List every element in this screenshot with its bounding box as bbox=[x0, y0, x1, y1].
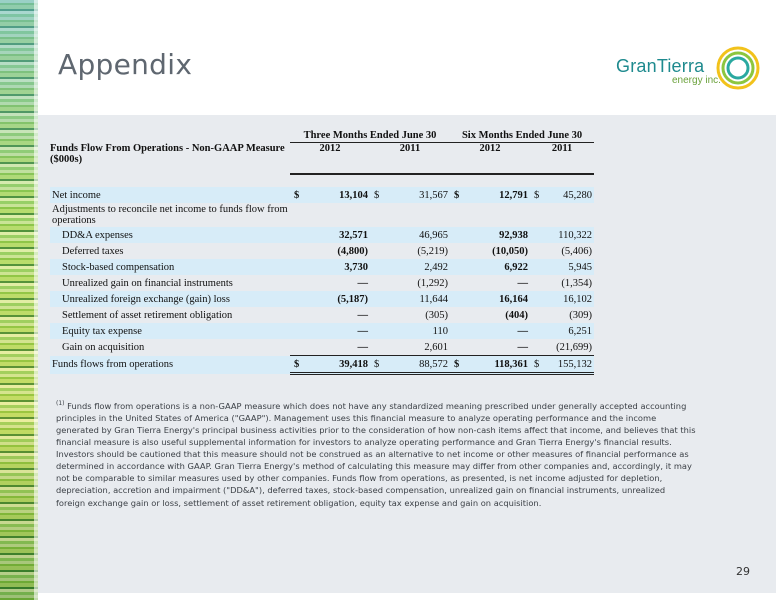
concentric-ring-logo-icon bbox=[714, 44, 762, 92]
cell: (1,354) bbox=[561, 277, 593, 289]
cell: $ bbox=[530, 187, 544, 203]
table-row bbox=[50, 259, 594, 275]
table-spacer-row bbox=[50, 174, 594, 187]
table-period-header-row bbox=[50, 128, 594, 143]
slide-title: Appendix bbox=[58, 48, 193, 81]
funds-flow-table bbox=[50, 128, 594, 375]
cell: $ bbox=[290, 187, 304, 203]
period-header-six-months: Six Months Ended June 30 bbox=[450, 128, 594, 143]
year-header: 2012 bbox=[290, 143, 370, 175]
cell: $ bbox=[370, 356, 384, 374]
cell: — bbox=[357, 277, 368, 289]
table-row bbox=[50, 291, 594, 307]
logo-brand-text: GranTierra bbox=[616, 56, 705, 76]
footnote-text: Funds flow from operations is a non-GAAP measure which does not have any standardized meaning prescribed under generally accepted accounting principles in the United States of America ("GAAP"). Management uses this financial measure to analyze operating performance and the income generated by Gran Tierra Energy's principal business activities prior to the consideration of how non-cash items affect that income, and believes that this financial measure is also useful supplemental information for investors to analyze operating performance and Gran Tierra Energy's financial results. Investors should be cautioned that this measure should not be construed as an alternative to net income or other measures of financial performance as determined in accordance with GAAP. Gran Tierra Energy's method of calculating this measure may differ from other companies and, accordingly, it may not be comparable to similar measures used by other companies. Funds flow from operations, as presented, is net income adjusted for depletion, depreciation, accretion and impairment ("DD&A"), deferred taxes, stock-based compensation, unrealized gain on financial instruments, unrealized foreign exchange gain or loss, settlement of asset retirement obligation, equity tax expense and gain on acquisition. bbox=[56, 400, 696, 508]
cell: (309) bbox=[569, 309, 593, 321]
company-logo bbox=[612, 44, 762, 92]
row-label: Stock-based compensation bbox=[50, 259, 290, 275]
row-label: Equity tax expense bbox=[50, 323, 290, 339]
side-band-tint bbox=[0, 0, 38, 600]
cell: 32,571 bbox=[304, 227, 370, 243]
cell: 39,418 bbox=[304, 356, 370, 374]
cell: 6,251 bbox=[544, 323, 594, 339]
cell: (5,219) bbox=[417, 245, 449, 257]
cell: — bbox=[517, 341, 529, 353]
decorative-side-band bbox=[0, 0, 38, 600]
cell: $ bbox=[530, 356, 544, 374]
cell: $ bbox=[290, 356, 304, 374]
cell: 31,567 bbox=[384, 187, 450, 203]
cell: 110,322 bbox=[544, 227, 594, 243]
cell: 12,791 bbox=[464, 187, 530, 203]
row-label: Settlement of asset retirement obligation bbox=[62, 309, 233, 321]
table-row bbox=[50, 203, 594, 227]
cell: (305) bbox=[425, 309, 449, 321]
row-label: Gain on acquisition bbox=[62, 341, 145, 353]
cell: 110 bbox=[384, 323, 450, 339]
table-row bbox=[50, 243, 594, 259]
cell: (21,699) bbox=[556, 341, 593, 353]
cell: 45,280 bbox=[544, 187, 594, 203]
cell: (404) bbox=[505, 309, 529, 321]
cell: (5,187) bbox=[304, 291, 370, 307]
row-label: Net income bbox=[50, 187, 290, 203]
cell: 16,164 bbox=[464, 291, 530, 307]
cell: 155,132 bbox=[544, 356, 594, 374]
cell: (1,292) bbox=[417, 277, 449, 289]
year-header: 2011 bbox=[530, 143, 594, 175]
cell: 92,938 bbox=[464, 227, 530, 243]
row-label: Funds flows from operations bbox=[50, 356, 290, 374]
cell: 88,572 bbox=[384, 356, 450, 374]
row-label: Adjustments to reconcile net income to funds flow from operations bbox=[52, 204, 288, 226]
cell: 46,965 bbox=[384, 227, 450, 243]
cell: 2,601 bbox=[424, 341, 449, 353]
table-row bbox=[50, 275, 594, 291]
cell: — bbox=[304, 323, 370, 339]
table-row bbox=[50, 339, 594, 356]
period-header-three-months: Three Months Ended June 30 bbox=[290, 128, 450, 143]
cell: 16,102 bbox=[544, 291, 594, 307]
cell: — bbox=[464, 323, 530, 339]
cell: $ bbox=[450, 356, 464, 374]
cell: (10,050) bbox=[492, 245, 529, 257]
cell: (5,406) bbox=[561, 245, 593, 257]
cell: — bbox=[517, 277, 529, 289]
cell: 5,945 bbox=[544, 259, 594, 275]
cell: 13,104 bbox=[304, 187, 370, 203]
table-row bbox=[50, 187, 594, 203]
cell: (4,800) bbox=[337, 245, 368, 257]
row-label: Unrealized gain on financial instruments bbox=[62, 277, 233, 289]
cell: $ bbox=[450, 187, 464, 203]
table-row bbox=[50, 307, 594, 323]
year-header: 2011 bbox=[370, 143, 450, 175]
cell: — bbox=[357, 341, 368, 353]
cell: — bbox=[357, 309, 368, 321]
row-label: Deferred taxes bbox=[62, 245, 124, 257]
year-header: 2012 bbox=[450, 143, 530, 175]
table-row bbox=[50, 227, 594, 243]
table-year-header-row bbox=[50, 143, 594, 175]
footnote bbox=[56, 398, 696, 509]
cell: $ bbox=[370, 187, 384, 203]
table-row-total bbox=[50, 356, 594, 374]
cell: 118,361 bbox=[464, 356, 530, 374]
cell: 6,922 bbox=[464, 259, 530, 275]
logo-subtext: energy inc. bbox=[672, 75, 721, 86]
row-label: Unrealized foreign exchange (gain) loss bbox=[50, 291, 290, 307]
footnote-marker: (1) bbox=[56, 400, 65, 407]
cell: 11,644 bbox=[384, 291, 450, 307]
table-row bbox=[50, 323, 594, 339]
cell: 3,730 bbox=[304, 259, 370, 275]
cell: 2,492 bbox=[384, 259, 450, 275]
page-number: 29 bbox=[736, 565, 750, 578]
row-label: DD&A expenses bbox=[50, 227, 290, 243]
funds-flow-table-wrapper bbox=[50, 128, 594, 375]
measure-label: Funds Flow From Operations - Non-GAAP Measure ($000s) bbox=[50, 142, 285, 165]
